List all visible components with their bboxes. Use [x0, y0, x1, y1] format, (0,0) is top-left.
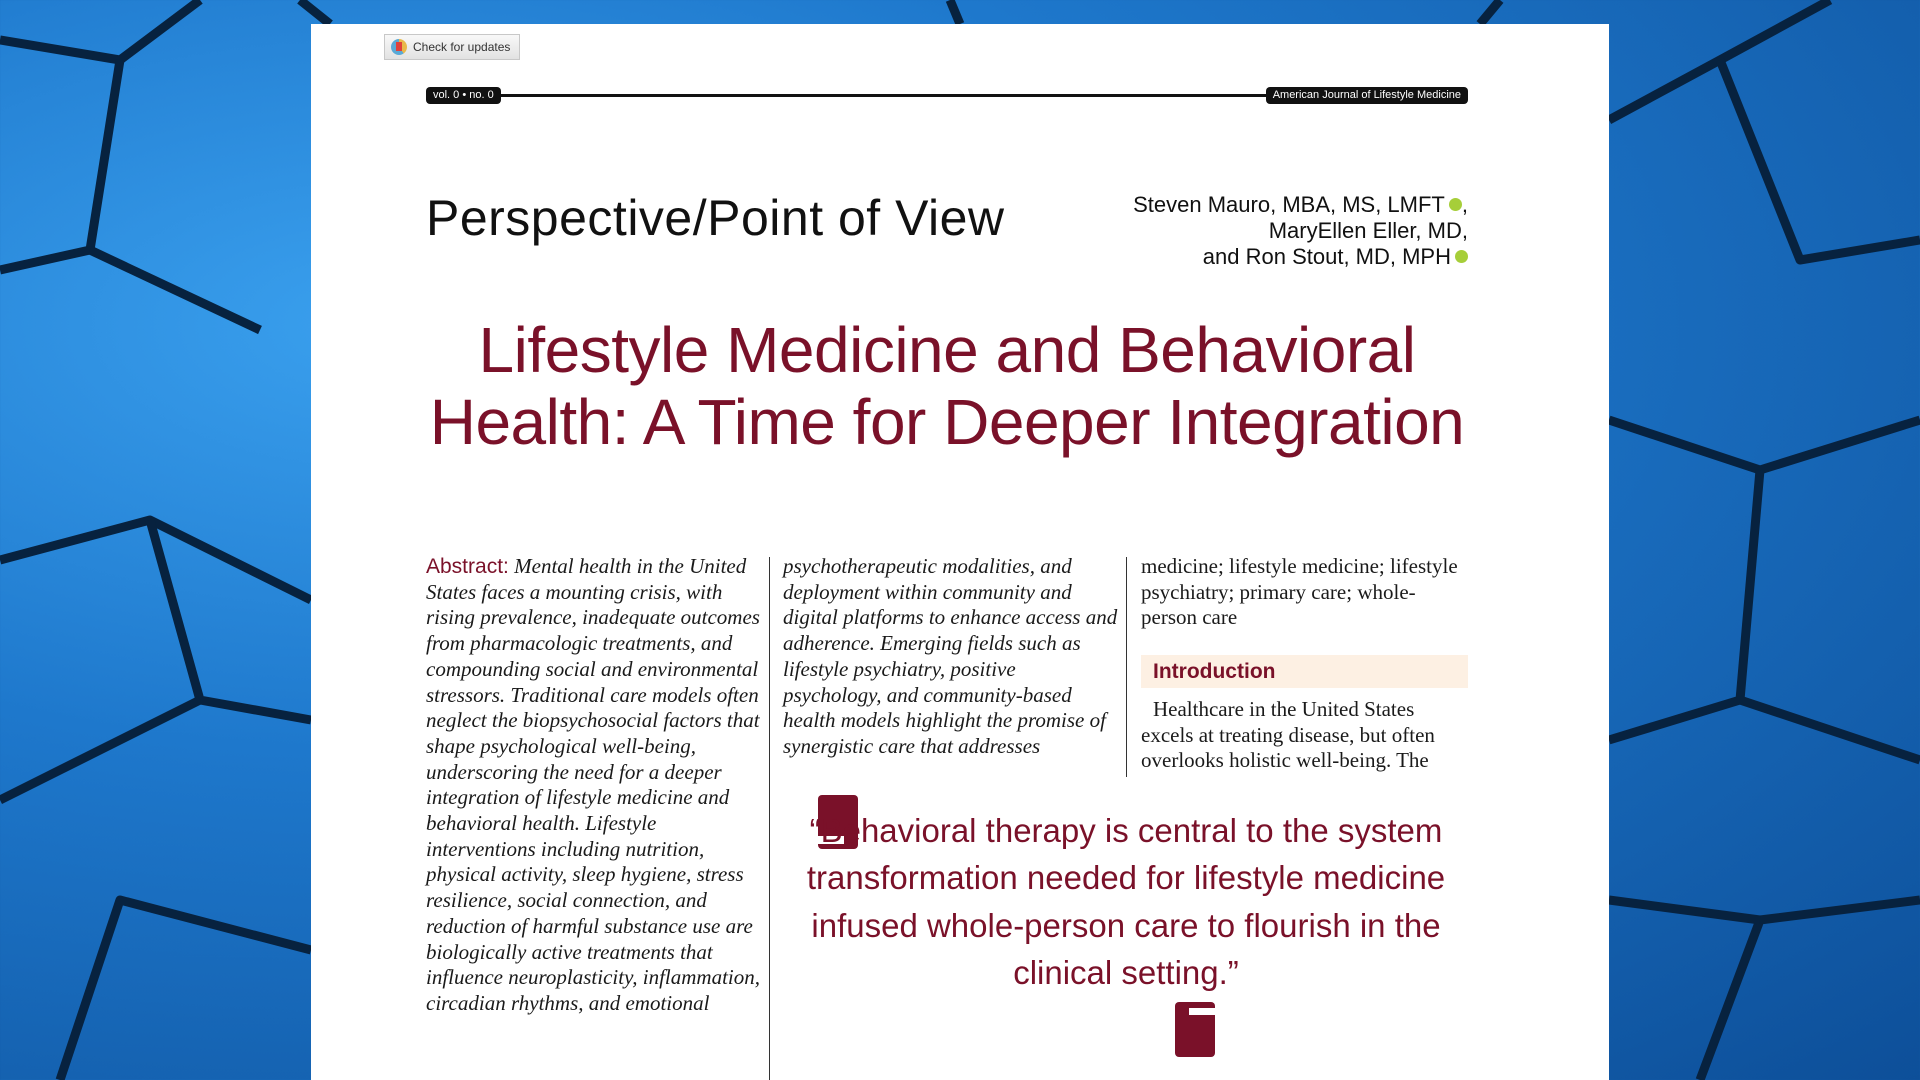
introduction-text: Healthcare in the United States excels at treating disease, but often overlooks holistic well-being. The	[1141, 697, 1435, 773]
crossmark-icon	[391, 39, 407, 55]
abstract-column-1	[426, 554, 762, 1017]
abstract-column-2: psychotherapeutic modalities, and deployment within community and digital platforms to enhance access and adherence. Emerging fields such as lifestyle psychiatry, positive psychology, and community-based health models highlight the promise of synergistic care that addresses	[783, 554, 1118, 758]
article-type: Perspective/Point of View	[426, 190, 1005, 246]
section-heading-introduction: Introduction	[1141, 655, 1468, 688]
keywords-text: medicine; lifestyle medicine; lifestyle psychiatry; primary care; whole-person care	[1141, 554, 1458, 630]
author-name: Steven Mauro, MBA, MS, LMFT	[1133, 192, 1445, 217]
pull-quote: “Behavioral therapy is central to the system transformation needed for lifestyle medicine infused whole-person care to flourish in the clinical setting.”	[806, 812, 1446, 991]
author-list: Steven Mauro, MBA, MS, LMFT , MaryEllen Eller, MD, and Ron Stout, MD, MPH	[1133, 192, 1468, 269]
abstract-label: Abstract:	[426, 555, 509, 578]
close-quote-notch	[1189, 1008, 1215, 1015]
abstract-text: Mental health in the United States faces a mounting crisis, with rising prevalence, inadequate outcomes from pharmacologic treatments, and compounding social and environmental stressors. Traditional care models often neglect the biopsychosocial factors that shape psychological well-being, underscoring the need for a deeper integration of lifestyle medicine and behavioral health. Lifestyle interventions including nutrition, physical activity, sleep hygiene, stress resilience, social connection, and reduction of harmful substance use are biologically active treatments that influence neuroplasticity, inflammation, circadian rhythms, and emotional	[426, 554, 761, 1015]
author-name: and Ron Stout, MD, MPH	[1202, 244, 1451, 269]
author-name: MaryEllen Eller, MD,	[1268, 218, 1468, 243]
article-page	[311, 24, 1609, 1080]
column-divider	[769, 557, 770, 1080]
journal-badge: American Journal of Lifestyle Medicine	[1266, 87, 1468, 104]
article-title: Lifestyle Medicine and Behavioral Health: A Time for Deeper Integration	[429, 314, 1465, 458]
column-divider	[1126, 557, 1127, 777]
orcid-icon[interactable]	[1449, 198, 1462, 211]
orcid-icon[interactable]	[1455, 250, 1468, 263]
volume-badge: vol. 0 • no. 0	[426, 87, 501, 104]
check-for-updates-button[interactable]: Check for updates	[384, 34, 520, 60]
